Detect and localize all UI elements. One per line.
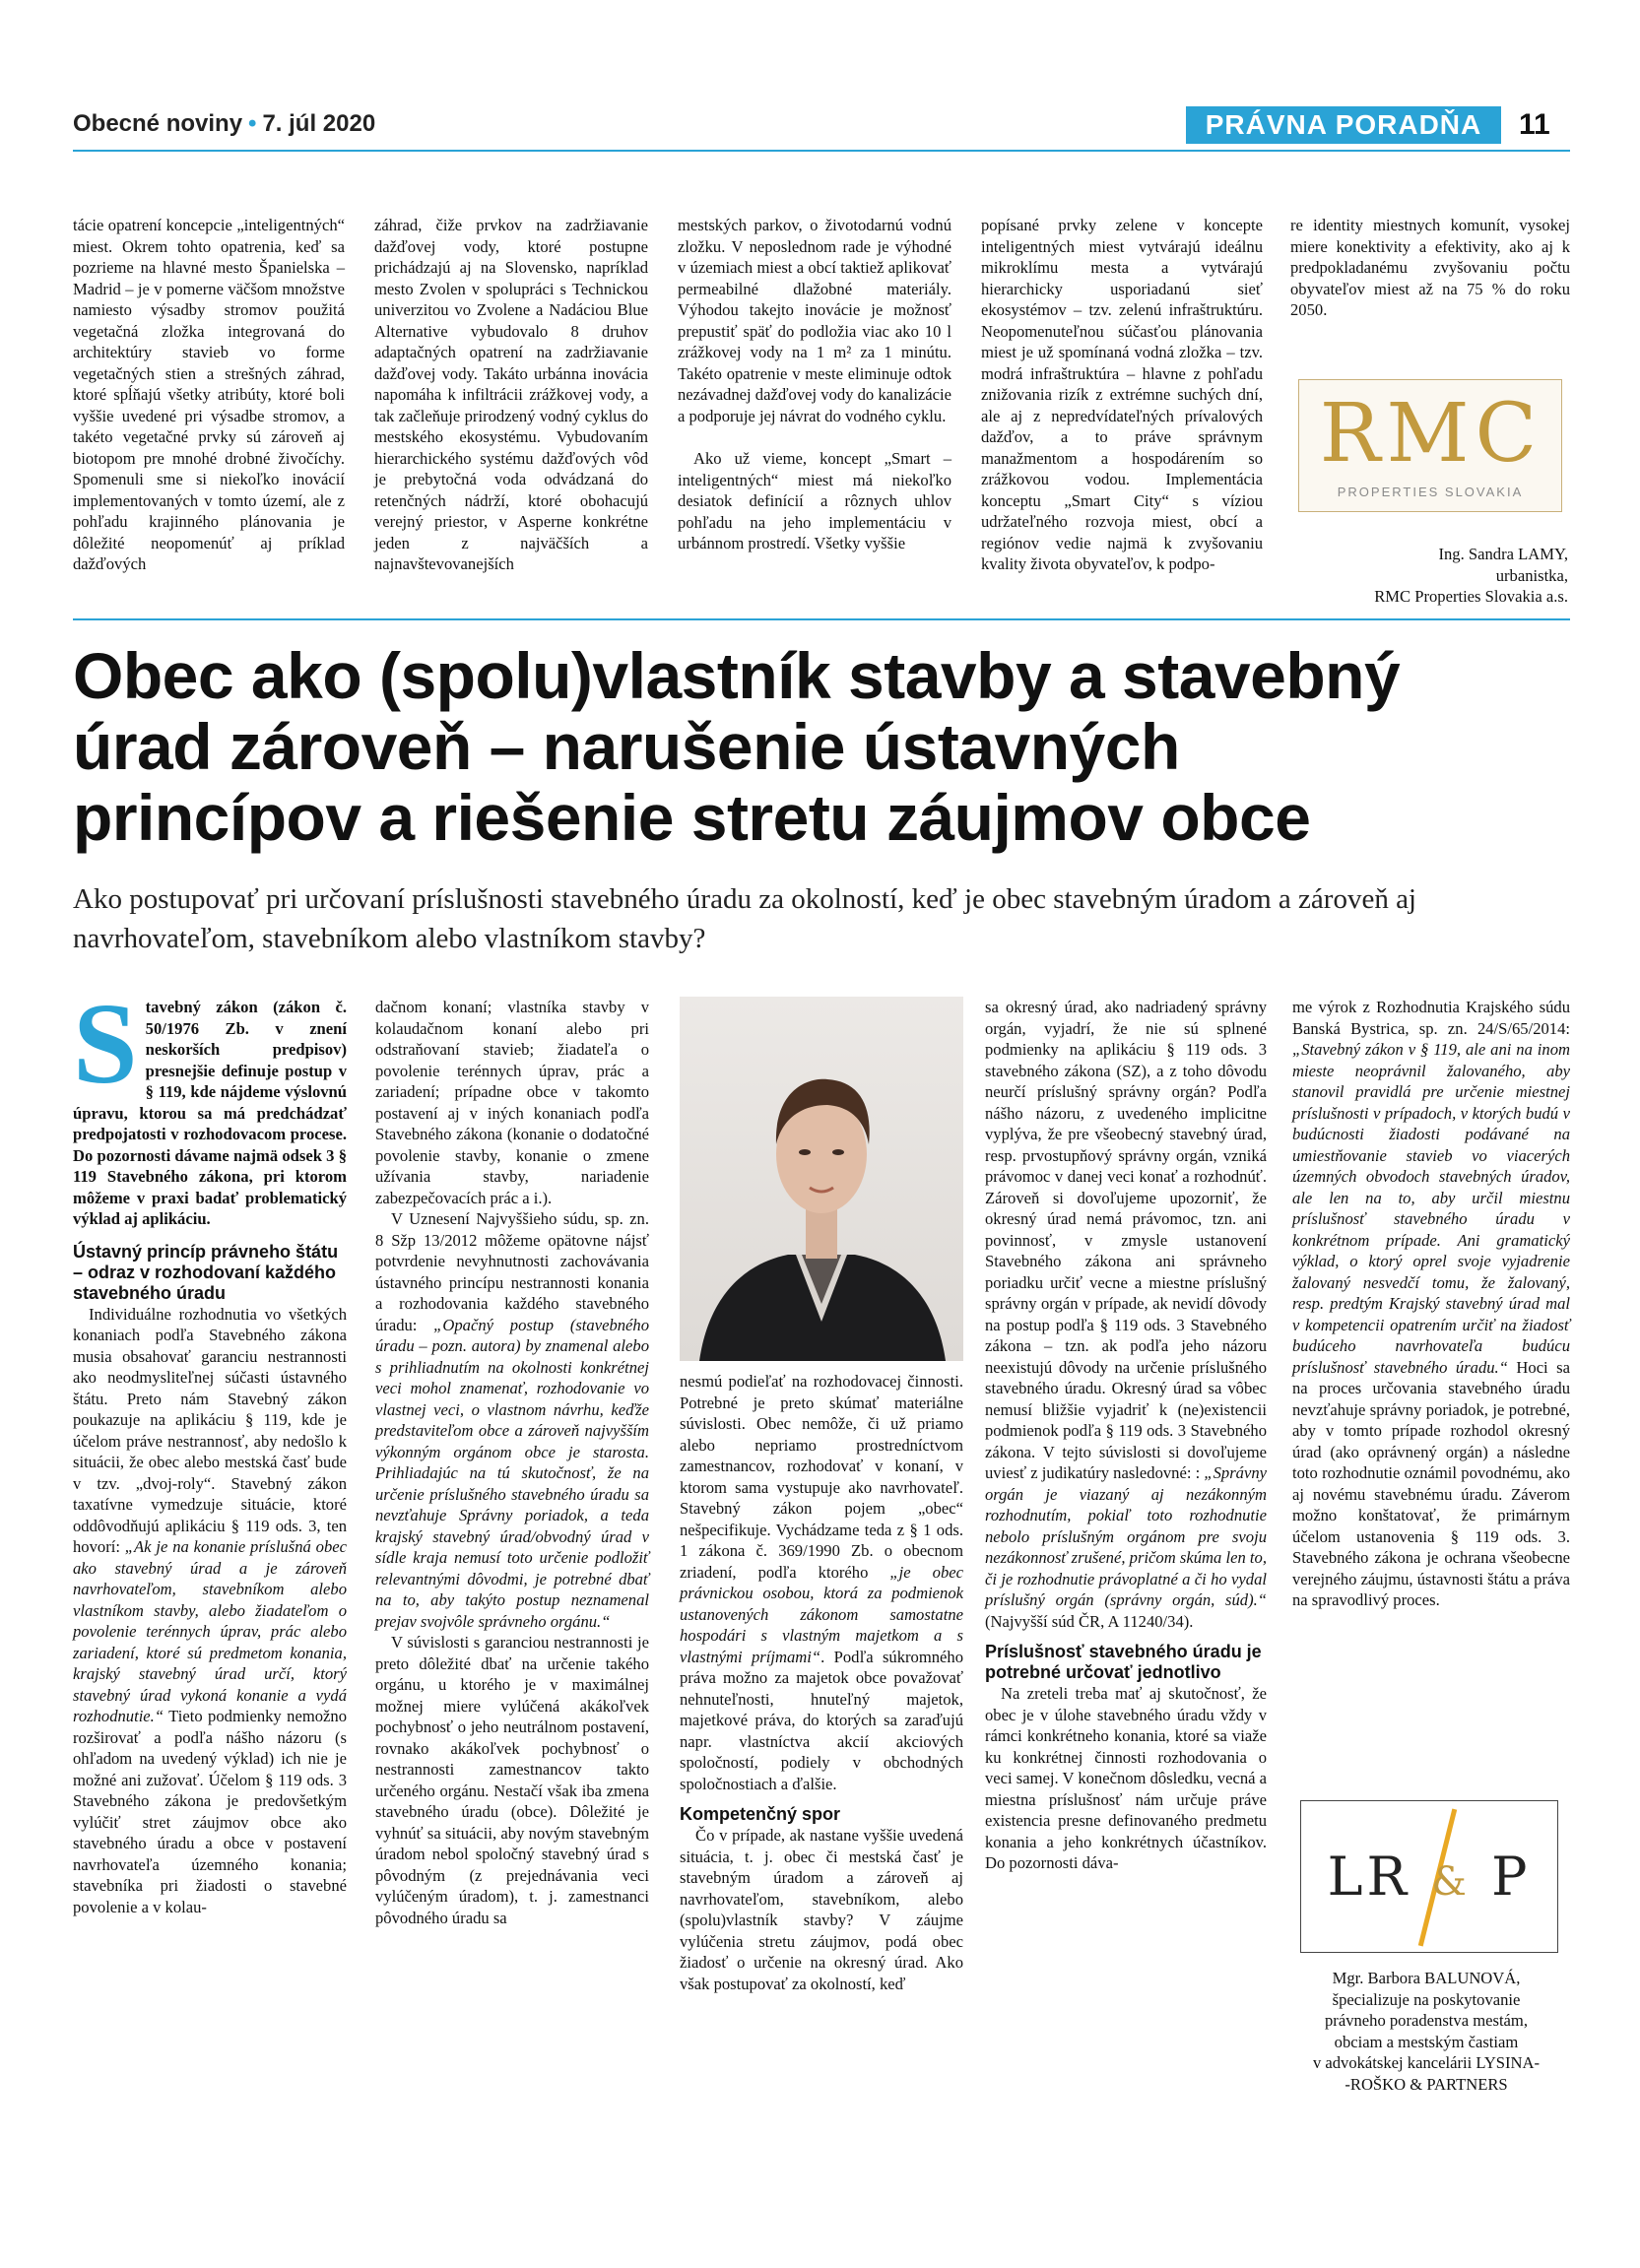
prev-article-column-3 [678, 215, 951, 554]
lrp-logo [1300, 1800, 1558, 1953]
case-law-quote: „Správny orgán je viazaný aj nezákonným rozhodnutím, pokiaľ toto rozhodnutie nebolo príslušným orgánom pre svoju nezákonnosť zrušené, pričom skúma len to, či je rozhodnutie právoplatné a či ho vydal príslušný orgán (správny orgán, súd).“ [985, 1463, 1267, 1609]
article-paragraph: Čo v prípade, ak nastane vyššie uvedená situácia, t. j. obec či mestská časť je stavebným úradom a zároveň aj navrhovateľom, stavebníkom, alebo (spolu)vlastník stavby? V záujme vylúčenia stretu záujmov, podá obec žiadosť o určenie na okresný úrad. Ako však postupovať za okolností, keď [680, 1826, 963, 1993]
page-header [73, 106, 1570, 146]
prev-article-column-5 [1290, 215, 1570, 321]
article-column-4 [985, 997, 1267, 1874]
court-quote: „Stavebný zákon v § 119, ale ani na inom mieste neoprávnil žalovaného, aby stanovil pravidlá pre určenie miestnej príslušnosti v prípadoch, v ktorých budú v budúcnosti žiadosti podávané na umiestňovanie stavieb vo viacerých územných obvodoch stavebných úradov, ale len na to, aby určil miestnu príslušnosť stavebného úradu v konkrétnom prípade. Ani gramatický výklad, o ktorý oprel svoje vyjadrenie žalovaný nesvedčí tomu, že žalovaný, resp. predtým Krajský stavebný úrad mal v kompetencii opatrením určiť na žiadosť budúceho navrhovateľa budúcu príslušnosť stavebného úradu.“ [1292, 1040, 1570, 1377]
article-subhead: Ako postupovať pri určovaní príslušnosti stavebného úradu za okolností, keď je obec stavebným úradom a zároveň aj navrhovateľom, stavebníkom alebo vlastníkom stavby? [73, 883, 1416, 954]
section-badge: PRÁVNA PORADŇA [1186, 106, 1501, 144]
article-divider [73, 618, 1570, 620]
bullet-icon: • [248, 110, 257, 137]
article-column-1 [73, 979, 347, 1917]
article-paragraph: Na zreteli treba mať aj skutočnosť, že obec je v úlohe stavebného úradu vždy v rámci konkrétneho konania, ktoré sa viaže ku konkrétnej činnosti rozhodovania o veci samej. V konečnom dôsledku, vecná a miestna príslušnosť nám určuje práve existencia presne definovaného predmetu konania a jeho konkrétnych účastníkov. Do pozornosti dáva- [985, 1684, 1268, 1872]
subtitle-constitutional-principle: Ústavný princíp právneho štátu – odraz v rozhodovaní každého stavebného úradu [73, 1241, 339, 1303]
author-name: Mgr. Barbora BALUNOVÁ, [1332, 1969, 1521, 1987]
prev-article-text: re identity miestnych komunít, vysokej miere konektivity a efektivity, ako aj k predpokladanému zvyšovaniu počtu obyvateľov miest až na 75 % do roku 2050. [1290, 216, 1570, 319]
article-paragraph: sa okresný úrad, ako nadriadený správny orgán, vyjadrí, že nie sú splnené podmienky na aplikáciu § 119 ods. 3 stavebného zákona (SZ), a z toho dôvodu neurčí príslušný správny orgán? Podľa nášho názoru, z uvedeného implicitne vyplýva, že pre všeobecný stavebný úrad, resp. prvostupňový správny orgán, vzniká právomoc v danej veci konať a rozhodnúť. Zároveň si dovoľujeme upozorniť, že okresný úrad nemá právomoc, tzn. ani povinnosť, v zmysle ustanovení Stavebného zákona ani správneho poriadku určiť vecne a miestne príslušný správny orgán v prípade, ak nevidí dôvody na postup podľa § 119 ods. 3 Stavebného zákona – tzn. ak podľa jeho názoru neexistujú dôvody na určenie príslušného stavebného úradu. Okresný úrad sa vôbec nemusí bližšie vyjadriť k (ne)existencii podmienok podľa § 119 ods. 3 Stavebného zákona. V tejto súvislosti si dovoľujeme uviesť z judikatúry nasledovné: : „Správny orgán je viazaný aj nezákonným rozhodnutím, pokiaľ toto rozhodnutie nebolo príslušným orgánom pre svoju nezákonnosť zrušené, pričom skúma len to, či je rozhodnutie právoplatné a či ho vydal príslušný orgán (správny orgán, súd).“ (Najvyšší súd ČR, A 11240/34). [985, 998, 1267, 1631]
portrait-illustration [680, 997, 963, 1361]
law-quote: „je obec právnickou osobou, ktorá za podmienok ustanovených zákonom samostatne hospodári s vlastným majetkom a s vlastnými príjmami“ [680, 1562, 963, 1666]
rmc-logo-letters: RMC [1319, 387, 1543, 481]
article-paragraph: me výrok z Rozhodnutia Krajského súdu Banská Bystrica, sp. zn. 24/S/65/2014: „Stavebný zákon v § 119, ale ani na inom mieste neoprávnil žalovaného, aby stanovil pravidlá pre určenie miestnej príslušnosti v prípadoch, v ktorých budú v budúcnosti žiadosti podávané na umiestňovanie stavieb vo viacerých územných obvodoch stavebných úradov, ale len na to, aby určil miestnu príslušnosť stavebného úradu v konkrétnom prípade. Ani gramatický výklad, o ktorý oprel svoje vyjadrenie žalovaný nesvedčí tomu, že žalovaný, resp. predtým Krajský stavebný úrad mal v kompetencii opatrením určiť na žiadosť budúceho navrhovateľa budúcu príslušnosť stavebného úradu.“ Hoci sa na proces určovania stavebného úradu nevzťahuje správny poriadok, je potrebné, aby v tomto prípade rozhodol okresný úrad (ako oprávnený orgán) a následne toto rozhodnutie oznámil povodnému, ako aj novému stavebnému úradu. Záverom možno konštatovať, že primárnym účelom ustanovenia § 119 ods. 3. Stavebného zákona je ochrana všeobecne verejného záujmu, ústavnosti štátu a práva na spravodlivý proces. [1292, 998, 1571, 1609]
article-column-2 [375, 997, 649, 1928]
court-quote: „Opačný postup (stavebného úradu – pozn. autora) by znamenal alebo s prihliadnutím na okolnosti konkrétnej veci mohol znamenať, rozhodovanie vo vlastnej veci, o vlastnom návrhu, keďže predstaviteľom obce a zároveň najvyšším výkonným orgánom obce je starosta. Prihliadajúc na tú skutočnosť, že na určenie príslušného stavebného úradu sa nevzťahuje Správny poriadok, a teda krajský stavebný úrad/obvodný úrad v sídle kraja nemusí toto určenie podložiť relevantnými dôvodmi, je potrebné dbať na to, aby takýto postup neznamenal prejav svojvôle správneho orgánu.“ [375, 1315, 649, 1631]
rmc-logo [1298, 379, 1562, 512]
author-photo [680, 997, 963, 1361]
article-paragraph: V súvislosti s garanciou nestrannosti je preto dôležité dbať na určenie takého orgánu, u ktorého je v maximálnej možnej miere vylúčená akákoľvek pochybnosť o jeho neutrálnom postavení, rovnako akákoľvek pochybnosť o nestrannosti zamestnancov takto určeného orgánu. Nestačí však iba zmena stavebného úradu (obce). Dôležité je vyhnúť sa situácii, aby novým stavebným úradom nebol spoločný stavebný úrad s pôvodným (z prejednávania veci vylúčeným úradom), t. j. zamestnanci pôvodného úradu sa [375, 1633, 649, 1927]
prev-article-text: záhrad, čiže prvkov na zadržiavanie dažďovej vody, ktoré postupne prichádzajú aj na Slovensko, napríklad mesto Zvolen v spolupráci s Technickou univerzitou vo Zvolene a Nadáciou Blue Alternative vybudovalo 8 druhov adaptačných opatrení na zadržiavanie dažďovej vody. Takáto urbánna inovácia napomáha k infiltrácii zrážkovej vody, a tak začleňuje prirodzený vodný cyklus do mestského ekosystému. Vybudovaním hierarchického systému dažďových vôd je prebytočná voda odvádzaná do retenčných nádrží, ktoré obohacujú verejný priestor, v Asperne konkrétne jeden z najväčších a najnavštevovanejších [374, 216, 648, 573]
subtitle-jurisdiction: Príslušnosť stavebného úradu je potrebné určovať jednotlivo [985, 1642, 1262, 1682]
subtitle-competence-dispute: Kompetenčný spor [680, 1804, 841, 1824]
prev-article-text: tácie opatrení koncepcie „inteligentných“ miest. Okrem tohto opatrenia, keď sa pozrieme na hlavné mesto Španielska – Madrid – je v pomerne väčšom množstve namiesto výsadby stromov použitá vegetačná zložka integrovaná do architektúry stavieb vo forme vegetačných stien a strešných záhrad, ktoré spĺňajú všetky atribúty, ktoré boli vyššie uvedené pri výsadbe stromov, a takéto vegetačné prvky sú zároveň aj biotopom pre mnohé drobné živočíchy. Spomenuli sme si niekoľko inovácií implementovaných v tomto území, ale z pohľadu krajinného plánovania je dôležité neopomenúť aj príklad dažďových [73, 216, 345, 573]
lead-text: tavebný zákon (zákon č. 50/1976 Zb. v znení neskorších predpisov) presnejšie definuje postup v § 119, kde nájdeme výslovnú úpravu, ktorou sa má predchádzať predpojatosti v rozhodovacom procese. Do pozornosti dávame najmä odsek 3 § 119 Stavebného zákona, pri ktorom môžeme v praxi badať problematický výklad aj aplikáciu. [73, 998, 347, 1228]
issue-date: 7. júl 2020 [262, 110, 376, 137]
masthead [73, 110, 375, 138]
article-paragraph: dačnom konaní; vlastníka stavby v kolaudačnom konaní alebo pri odstraňovaní stavieb; žiadateľa o povolenie terénnych úprav, prác a zariadení; prípadne obce v takomto postavení aj v iných konaniach podľa Stavebného zákona (konanie o dodatočné povolenie stavby, konanie o zmene užívania stavby, nariadenie zabezpečovacích prác a i.). [375, 998, 649, 1207]
page-number: 11 [1519, 108, 1550, 141]
header-divider [73, 150, 1570, 152]
rmc-logo-subtitle: PROPERTIES SLOVAKIA [1337, 485, 1524, 499]
prev-article-column-4 [981, 215, 1263, 575]
prev-author-signature [1280, 544, 1568, 608]
prev-article-column-1 [73, 215, 345, 575]
dropcap: S [73, 979, 138, 1108]
prev-article-text: popísané prvky zelene v koncepte inteligentných miest vytvárajú ideálnu mikroklímu mesta a vytvárajú hierarchicky usporiadanú sieť ekosystémov – tzv. zelenú infraštruktúru. Neopomenuteľnou súčasťou plánovania miest je už spomínaná vodná zložka – tzv. modrá infraštruktúra – hlavne z pohľadu znižovania rizík z extrémne suchých dní, ale aj z nepredvídateľných prívalových dažďov, a to práve správnym manažmentom a hospodárením so zrážkovou vodou. Implementácia konceptu „Smart City“ s víziou udržateľného rozvoja miest, obcí a regiónov vedie najmä k zvyšovaniu kvality života obyvateľov, k podpo- [981, 216, 1263, 573]
publication-name: Obecné noviny [73, 110, 243, 137]
headline-line: úrad zároveň – narušenie ústavných [73, 710, 1180, 783]
headline-line: princípov a riešenie stretu záujmov obce [73, 781, 1311, 854]
lrp-logo-text: LR & P [1327, 1846, 1532, 1908]
article-paragraph: V Uznesení Najvyššieho súdu, sp. zn. 8 Sžp 13/2012 môžeme opätovne nájsť potvrdenie nevyhnutnosti zachovávania ústavného princípu nestrannosti konania a rozhodovania každého stavebného úradu: „Opačný postup (stavebného úradu – pozn. autora) by znamenal alebo s prihliadnutím na okolnosti konkrétnej veci mohol znamenať, rozhodovanie vo vlastnej veci, o vlastnom návrhu, keďže predstaviteľom obce a zároveň najvyšším výkonným orgánom obce je starosta. Prihliadajúc na tú skutočnosť, že na určenie príslušného stavebného úradu sa nevzťahuje Správny poriadok, a teda krajský stavebný úrad/obvodný úrad v sídle kraja nemusí toto určenie podložiť relevantnými dôvodmi, je potrebné dbať na to, aby takýto postup neznamenal prejav svojvôle správneho orgánu.“ [375, 1209, 649, 1631]
prev-article-text: mestských parkov, o životodarnú vodnú zložku. V neposlednom rade je výhodné v územiach miest a obcí taktiež aplikovať permeabilné dlažobné materiály. Výhodou takejto inovácie je možnosť prepustiť späť do podložia viac ako 10 l zrážkovej vody na 1 m² za 1 minútu. Takéto opatrenie v meste eliminuje odtok nezávadnej dažďovej vody do kanalizácie a podporuje jej návrat do vodného cyklu. [678, 216, 951, 425]
law-quote: „Ak je na konanie príslušná obec ako stavebný úrad a je zároveň navrhovateľom, stavebníkom alebo vlastníkom stavby, alebo žiadateľom o povolenie terénnych úprav, prác alebo zariadení, ktoré sú predmetom konania, krajský stavebný úrad určí, ktorý stavebný úrad vykoná konanie a vydá rozhodnutie.“ [73, 1537, 347, 1725]
author-name: Ing. Sandra LAMY, [1438, 545, 1568, 563]
article-paragraph: nesmú podieľať na rozhodovacej činnosti. Potrebné je preto skúmať materiálne súvislosti. Obec nemôže, či už priamo alebo nepriamo prostredníctvom zamestnancov, rozhodovať v konaní, v ktorom sama vystupuje ako navrhovateľ. Stavebný zákon pojem „obec“ nešpecifikuje. Vychádzame teda z § 1 ods. 1 zákona č. 369/1990 Zb. o obecnom zriadení, podľa ktorého „je obec právnickou osobou, ktorá za podmienok ustanovených zákonom samostatne hospodári s vlastným majetkom a s vlastnými príjmami“. Podľa súkromného práva možno za majetok obce považovať nehnuteľnosti, hnuteľný majetok, majetkové práva, do ktorých sa zaraďujú napr. vlastníctva akcií akciových spoločností, podiely v obchodných spoločnostiach a ďalšie. [680, 1372, 963, 1793]
author-role: urbanistka, [1495, 565, 1568, 585]
author-signature: Mgr. Barbora BALUNOVÁ, špecializuje na poskytovanie právneho poradenstva mestám, obciam a mestským častiam v advokátskej kancelárii LYSINA- -ROŠKO & PARTNERS [1280, 1968, 1572, 2095]
author-company: RMC Properties Slovakia a.s. [1374, 587, 1568, 606]
article-lead [73, 979, 347, 1230]
prev-article-column-2 [374, 215, 648, 575]
headline-line: Obec ako (spolu)vlastník stavby a stavebný [73, 639, 1401, 712]
prev-article-text: Ako už vieme, koncept „Smart – inteligentných“ miest má niekoľko desiatok definícií a rôznych uhlov pohľadu na jeho implementáciu v urbánnom prostredí. Všetky vyššie [678, 449, 951, 552]
article-column-3 [680, 1371, 963, 1994]
article-column-5 [1292, 997, 1570, 1611]
article-headline [73, 640, 1570, 853]
article-paragraph: Individuálne rozhodnutia vo všetkých konaniach podľa Stavebného zákona musia obsahovať garanciu nestrannosti ako neodmysliteľnej súčasti ústavného štátu. Preto nám Stavebný zákon poukazuje na aplikáciu § 119, kde je účelom práve nestrannosť, aby nedošlo k situácii, že obec alebo mestská časť bude v tzv. „dvoj-roly“. Stavebný zákon taxatívne vymedzuje situácie, ktoré oddôvodňujú aplikáciu § 119 ods. 3, ten hovorí: „Ak je na konanie príslušná obec ako stavebný úrad a je zároveň navrhovateľom, stavebníkom alebo vlastníkom stavby, alebo žiadateľom o povolenie terénnych úprav, prác alebo zariadení, ktoré sú predmetom konania, krajský stavebný úrad určí, ktorý stavebný úrad vykoná konanie a vydá rozhodnutie.“ Tieto podmienky nemožno rozširovať a podľa nášho názoru (s ohľadom na uvedený výklad) ich nie je možné ani zužovať. Účelom § 119 ods. 3 Stavebného zákona je predovšetkým vylúčiť stret záujmov obce ako stavebného úradu a obce v postavení navrhovateľa územného konania; stavebníka pri žiadosti o stavebné povolenie a v kolau- [73, 1304, 347, 1916]
